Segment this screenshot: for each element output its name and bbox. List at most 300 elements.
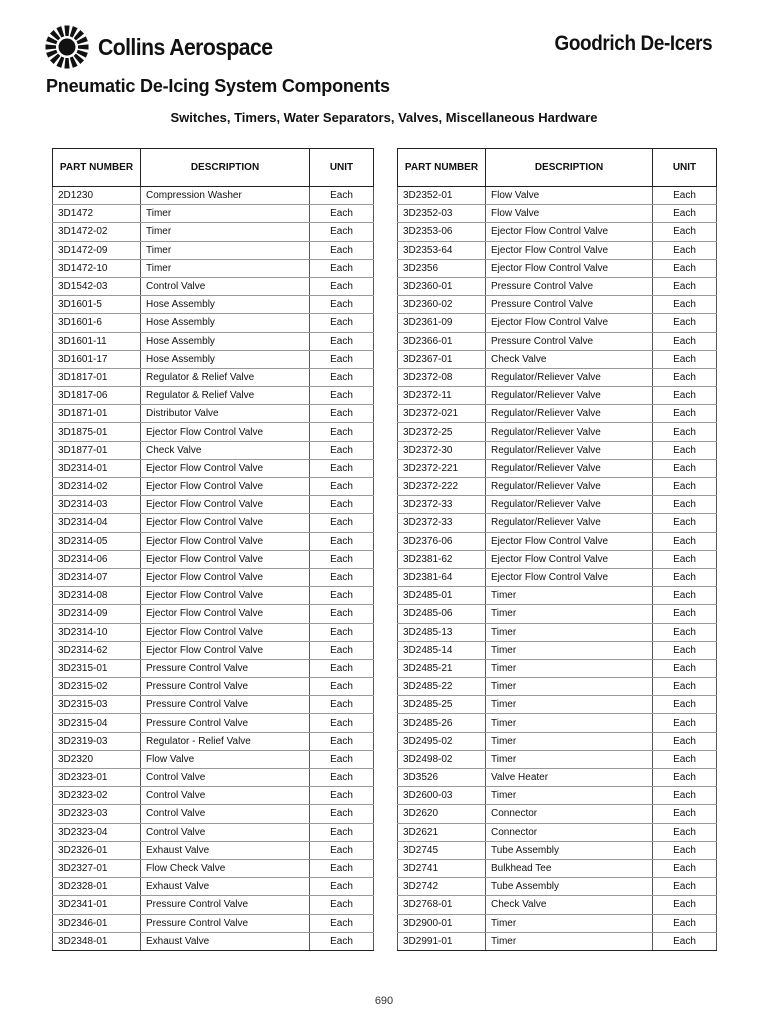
division-name: Goodrich De-Icers bbox=[554, 32, 712, 55]
description-cell: Ejector Flow Control Valve bbox=[141, 423, 310, 441]
description-cell: Timer bbox=[141, 205, 310, 223]
table-row bbox=[53, 787, 374, 805]
description-cell: Timer bbox=[486, 623, 653, 641]
unit-cell: Each bbox=[310, 550, 374, 568]
unit-cell: Each bbox=[653, 896, 717, 914]
unit-cell: Each bbox=[653, 496, 717, 514]
parts-table-left bbox=[52, 148, 374, 951]
description-cell: Timer bbox=[486, 714, 653, 732]
description-cell: Connector bbox=[486, 823, 653, 841]
part-number-cell: 3D2314-10 bbox=[53, 623, 141, 641]
part-number-cell: 3D2315-02 bbox=[53, 678, 141, 696]
part-number-cell: 3D2314-02 bbox=[53, 478, 141, 496]
unit-cell: Each bbox=[310, 441, 374, 459]
part-number-cell: 3D2372-33 bbox=[398, 514, 486, 532]
table-row bbox=[398, 659, 717, 677]
table-row bbox=[398, 223, 717, 241]
unit-cell: Each bbox=[653, 623, 717, 641]
part-number-cell: 3D2485-25 bbox=[398, 696, 486, 714]
table-row bbox=[53, 205, 374, 223]
table-row bbox=[53, 459, 374, 477]
table-row bbox=[398, 878, 717, 896]
part-number-cell: 3D2600-03 bbox=[398, 787, 486, 805]
unit-cell: Each bbox=[310, 187, 374, 205]
description-cell: Pressure Control Valve bbox=[486, 296, 653, 314]
table-row bbox=[398, 496, 717, 514]
unit-cell: Each bbox=[653, 350, 717, 368]
table-row bbox=[53, 332, 374, 350]
unit-cell: Each bbox=[310, 205, 374, 223]
unit-cell: Each bbox=[653, 241, 717, 259]
unit-cell: Each bbox=[653, 423, 717, 441]
description-cell: Bulkhead Tee bbox=[486, 859, 653, 877]
table-row bbox=[398, 750, 717, 768]
part-number-cell: 3D1601-6 bbox=[53, 314, 141, 332]
part-number-cell: 3D2315-04 bbox=[53, 714, 141, 732]
part-number-cell: 3D2768-01 bbox=[398, 896, 486, 914]
part-number-cell: 3D2485-13 bbox=[398, 623, 486, 641]
table-row bbox=[53, 732, 374, 750]
table-row bbox=[53, 187, 374, 205]
part-number-cell: 3D2323-03 bbox=[53, 805, 141, 823]
description-cell: Ejector Flow Control Valve bbox=[141, 459, 310, 477]
part-number-cell: 3D2372-30 bbox=[398, 441, 486, 459]
unit-cell: Each bbox=[310, 787, 374, 805]
unit-cell: Each bbox=[653, 641, 717, 659]
description-cell: Tube Assembly bbox=[486, 841, 653, 859]
description-cell: Regulator/Reliever Valve bbox=[486, 514, 653, 532]
description-cell: Hose Assembly bbox=[141, 314, 310, 332]
table-row bbox=[53, 805, 374, 823]
unit-cell: Each bbox=[310, 314, 374, 332]
description-cell: Timer bbox=[486, 914, 653, 932]
description-cell: Timer bbox=[486, 641, 653, 659]
description-cell: Ejector Flow Control Valve bbox=[141, 532, 310, 550]
unit-cell: Each bbox=[310, 914, 374, 932]
part-number-cell: 3D1542-03 bbox=[53, 277, 141, 295]
table-row bbox=[53, 532, 374, 550]
part-number-cell: 3D2314-09 bbox=[53, 605, 141, 623]
part-number-cell: 3D2314-07 bbox=[53, 568, 141, 586]
description-cell: Ejector Flow Control Valve bbox=[486, 241, 653, 259]
unit-cell: Each bbox=[310, 696, 374, 714]
unit-cell: Each bbox=[653, 332, 717, 350]
description-cell: Tube Assembly bbox=[486, 878, 653, 896]
part-number-cell: 3D2360-02 bbox=[398, 296, 486, 314]
unit-cell: Each bbox=[653, 859, 717, 877]
table-row bbox=[53, 605, 374, 623]
description-cell: Timer bbox=[141, 223, 310, 241]
table-row bbox=[398, 823, 717, 841]
description-cell: Regulator - Relief Valve bbox=[141, 732, 310, 750]
table-row bbox=[53, 223, 374, 241]
unit-cell: Each bbox=[653, 296, 717, 314]
table-row bbox=[398, 405, 717, 423]
table-row bbox=[53, 750, 374, 768]
unit-cell: Each bbox=[310, 459, 374, 477]
description-cell: Ejector Flow Control Valve bbox=[486, 568, 653, 586]
unit-cell: Each bbox=[310, 769, 374, 787]
unit-cell: Each bbox=[310, 623, 374, 641]
part-number-cell: 3D2320 bbox=[53, 750, 141, 768]
unit-cell: Each bbox=[310, 514, 374, 532]
description-cell: Ejector Flow Control Valve bbox=[141, 550, 310, 568]
description-cell: Pressure Control Valve bbox=[141, 696, 310, 714]
part-number-cell: 3D2372-021 bbox=[398, 405, 486, 423]
unit-cell: Each bbox=[310, 478, 374, 496]
description-cell: Exhaust Valve bbox=[141, 878, 310, 896]
description-cell: Control Valve bbox=[141, 805, 310, 823]
description-cell: Pressure Control Valve bbox=[141, 914, 310, 932]
part-number-cell: 2D1230 bbox=[53, 187, 141, 205]
part-number-cell: 3D2485-06 bbox=[398, 605, 486, 623]
table-row bbox=[53, 769, 374, 787]
part-number-cell: 3D2372-33 bbox=[398, 496, 486, 514]
table-row bbox=[53, 368, 374, 386]
part-number-cell: 3D2314-62 bbox=[53, 641, 141, 659]
unit-cell: Each bbox=[310, 332, 374, 350]
description-cell: Ejector Flow Control Valve bbox=[141, 514, 310, 532]
description-cell: Exhaust Valve bbox=[141, 932, 310, 950]
part-number-cell: 3D2620 bbox=[398, 805, 486, 823]
unit-cell: Each bbox=[310, 532, 374, 550]
column-header-part-number: PART NUMBER bbox=[398, 149, 486, 187]
table-row bbox=[398, 769, 717, 787]
unit-cell: Each bbox=[310, 296, 374, 314]
part-number-cell: 3D2485-21 bbox=[398, 659, 486, 677]
unit-cell: Each bbox=[310, 496, 374, 514]
part-number-cell: 3D2361-09 bbox=[398, 314, 486, 332]
description-cell: Control Valve bbox=[141, 769, 310, 787]
part-number-cell: 3D1601-5 bbox=[53, 296, 141, 314]
unit-cell: Each bbox=[310, 859, 374, 877]
part-number-cell: 3D2328-01 bbox=[53, 878, 141, 896]
part-number-cell: 3D1817-01 bbox=[53, 368, 141, 386]
description-cell: Regulator/Reliever Valve bbox=[486, 405, 653, 423]
table-row bbox=[398, 859, 717, 877]
unit-cell: Each bbox=[310, 241, 374, 259]
part-number-cell: 3D1601-11 bbox=[53, 332, 141, 350]
table-row bbox=[398, 568, 717, 586]
unit-cell: Each bbox=[653, 932, 717, 950]
collins-aerospace-logo-icon bbox=[44, 24, 90, 70]
part-number-cell: 3D2360-01 bbox=[398, 277, 486, 295]
part-number-cell: 3D2356 bbox=[398, 259, 486, 277]
table-row bbox=[53, 423, 374, 441]
part-number-cell: 3D2367-01 bbox=[398, 350, 486, 368]
part-number-cell: 3D2341-01 bbox=[53, 896, 141, 914]
unit-cell: Each bbox=[310, 259, 374, 277]
part-number-cell: 3D2314-06 bbox=[53, 550, 141, 568]
description-cell: Pressure Control Valve bbox=[486, 277, 653, 295]
table-row bbox=[53, 514, 374, 532]
part-number-cell: 3D2485-01 bbox=[398, 587, 486, 605]
table-row bbox=[53, 241, 374, 259]
table-row bbox=[53, 387, 374, 405]
parts-table-right bbox=[397, 148, 717, 951]
description-cell: Flow Check Valve bbox=[141, 859, 310, 877]
unit-cell: Each bbox=[310, 714, 374, 732]
page-number: 690 bbox=[374, 995, 394, 1007]
page-title: Pneumatic De-Icing System Components bbox=[46, 76, 390, 96]
unit-cell: Each bbox=[653, 405, 717, 423]
table-row bbox=[398, 841, 717, 859]
part-number-cell: 3D2348-01 bbox=[53, 932, 141, 950]
part-number-cell: 3D2352-03 bbox=[398, 205, 486, 223]
description-cell: Regulator & Relief Valve bbox=[141, 387, 310, 405]
table-row bbox=[53, 405, 374, 423]
table-row bbox=[398, 714, 717, 732]
part-number-cell: 3D2314-04 bbox=[53, 514, 141, 532]
description-cell: Regulator/Reliever Valve bbox=[486, 368, 653, 386]
description-cell: Check Valve bbox=[141, 441, 310, 459]
table-row bbox=[398, 587, 717, 605]
unit-cell: Each bbox=[653, 750, 717, 768]
description-cell: Exhaust Valve bbox=[141, 841, 310, 859]
unit-cell: Each bbox=[653, 714, 717, 732]
table-row bbox=[53, 259, 374, 277]
unit-cell: Each bbox=[653, 823, 717, 841]
brand-name: Collins Aerospace bbox=[98, 33, 273, 60]
description-cell: Flow Valve bbox=[141, 750, 310, 768]
unit-cell: Each bbox=[653, 259, 717, 277]
description-cell: Timer bbox=[486, 605, 653, 623]
unit-cell: Each bbox=[310, 878, 374, 896]
unit-cell: Each bbox=[653, 223, 717, 241]
table-row bbox=[53, 568, 374, 586]
part-number-cell: 3D2372-222 bbox=[398, 478, 486, 496]
description-cell: Flow Valve bbox=[486, 187, 653, 205]
unit-cell: Each bbox=[310, 841, 374, 859]
description-cell: Timer bbox=[486, 932, 653, 950]
part-number-cell: 3D2372-08 bbox=[398, 368, 486, 386]
unit-cell: Each bbox=[653, 368, 717, 386]
unit-cell: Each bbox=[310, 605, 374, 623]
description-cell: Regulator/Reliever Valve bbox=[486, 423, 653, 441]
table-row bbox=[53, 641, 374, 659]
column-header-description: DESCRIPTION bbox=[141, 149, 310, 187]
unit-cell: Each bbox=[310, 587, 374, 605]
description-cell: Control Valve bbox=[141, 823, 310, 841]
part-number-cell: 3D2315-01 bbox=[53, 659, 141, 677]
description-cell: Ejector Flow Control Valve bbox=[141, 605, 310, 623]
unit-cell: Each bbox=[310, 368, 374, 386]
description-cell: Timer bbox=[141, 241, 310, 259]
part-number-cell: 3D2372-11 bbox=[398, 387, 486, 405]
table-row bbox=[398, 314, 717, 332]
unit-cell: Each bbox=[653, 878, 717, 896]
table-row bbox=[53, 696, 374, 714]
table-row bbox=[398, 805, 717, 823]
description-cell: Hose Assembly bbox=[141, 350, 310, 368]
unit-cell: Each bbox=[653, 550, 717, 568]
table-row bbox=[53, 587, 374, 605]
part-number-cell: 3D2314-05 bbox=[53, 532, 141, 550]
description-cell: Ejector Flow Control Valve bbox=[486, 314, 653, 332]
table-row bbox=[53, 678, 374, 696]
table-row bbox=[398, 277, 717, 295]
part-number-cell: 3D1472-09 bbox=[53, 241, 141, 259]
table-row bbox=[53, 496, 374, 514]
part-number-cell: 3D2314-08 bbox=[53, 587, 141, 605]
part-number-cell: 3D2346-01 bbox=[53, 914, 141, 932]
description-cell: Control Valve bbox=[141, 277, 310, 295]
unit-cell: Each bbox=[653, 678, 717, 696]
part-number-cell: 3D2381-62 bbox=[398, 550, 486, 568]
table-row bbox=[398, 696, 717, 714]
part-number-cell: 3D2314-01 bbox=[53, 459, 141, 477]
description-cell: Ejector Flow Control Valve bbox=[486, 259, 653, 277]
unit-cell: Each bbox=[653, 205, 717, 223]
unit-cell: Each bbox=[310, 896, 374, 914]
description-cell: Timer bbox=[486, 587, 653, 605]
table-header-row bbox=[53, 149, 374, 187]
description-cell: Timer bbox=[486, 750, 653, 768]
column-header-part-number: PART NUMBER bbox=[53, 149, 141, 187]
table-row bbox=[398, 296, 717, 314]
table-row bbox=[398, 423, 717, 441]
description-cell: Regulator & Relief Valve bbox=[141, 368, 310, 386]
description-cell: Pressure Control Valve bbox=[141, 896, 310, 914]
unit-cell: Each bbox=[653, 914, 717, 932]
unit-cell: Each bbox=[653, 587, 717, 605]
description-cell: Distributor Valve bbox=[141, 405, 310, 423]
description-cell: Timer bbox=[486, 659, 653, 677]
description-cell: Ejector Flow Control Valve bbox=[486, 550, 653, 568]
unit-cell: Each bbox=[310, 805, 374, 823]
unit-cell: Each bbox=[653, 841, 717, 859]
column-header-unit: UNIT bbox=[310, 149, 374, 187]
part-number-cell: 3D1601-17 bbox=[53, 350, 141, 368]
table-row bbox=[53, 714, 374, 732]
description-cell: Flow Valve bbox=[486, 205, 653, 223]
description-cell: Regulator/Reliever Valve bbox=[486, 459, 653, 477]
table-row bbox=[398, 514, 717, 532]
unit-cell: Each bbox=[653, 787, 717, 805]
unit-cell: Each bbox=[653, 187, 717, 205]
table-row bbox=[398, 241, 717, 259]
part-number-cell: 3D2323-04 bbox=[53, 823, 141, 841]
part-number-cell: 3D2326-01 bbox=[53, 841, 141, 859]
description-cell: Timer bbox=[486, 732, 653, 750]
unit-cell: Each bbox=[310, 223, 374, 241]
unit-cell: Each bbox=[653, 277, 717, 295]
unit-cell: Each bbox=[653, 805, 717, 823]
table-row bbox=[398, 387, 717, 405]
table-row bbox=[398, 787, 717, 805]
part-number-cell: 3D2327-01 bbox=[53, 859, 141, 877]
table-row bbox=[53, 859, 374, 877]
unit-cell: Each bbox=[653, 659, 717, 677]
table-row bbox=[53, 878, 374, 896]
description-cell: Timer bbox=[486, 696, 653, 714]
unit-cell: Each bbox=[310, 350, 374, 368]
unit-cell: Each bbox=[310, 659, 374, 677]
description-cell: Regulator/Reliever Valve bbox=[486, 496, 653, 514]
part-number-cell: 3D1871-01 bbox=[53, 405, 141, 423]
part-number-cell: 3D2319-03 bbox=[53, 732, 141, 750]
part-number-cell: 3D3526 bbox=[398, 769, 486, 787]
part-number-cell: 3D2741 bbox=[398, 859, 486, 877]
unit-cell: Each bbox=[310, 678, 374, 696]
unit-cell: Each bbox=[310, 387, 374, 405]
unit-cell: Each bbox=[310, 932, 374, 950]
unit-cell: Each bbox=[653, 532, 717, 550]
unit-cell: Each bbox=[310, 823, 374, 841]
part-number-cell: 3D2353-06 bbox=[398, 223, 486, 241]
description-cell: Valve Heater bbox=[486, 769, 653, 787]
table-row bbox=[53, 478, 374, 496]
unit-cell: Each bbox=[653, 459, 717, 477]
description-cell: Pressure Control Valve bbox=[141, 714, 310, 732]
unit-cell: Each bbox=[653, 441, 717, 459]
description-cell: Ejector Flow Control Valve bbox=[141, 623, 310, 641]
table-row bbox=[398, 478, 717, 496]
unit-cell: Each bbox=[310, 277, 374, 295]
description-cell: Check Valve bbox=[486, 350, 653, 368]
part-number-cell: 3D2353-64 bbox=[398, 241, 486, 259]
part-number-cell: 3D2323-02 bbox=[53, 787, 141, 805]
description-cell: Compression Washer bbox=[141, 187, 310, 205]
part-number-cell: 3D2485-14 bbox=[398, 641, 486, 659]
table-row bbox=[53, 823, 374, 841]
table-row bbox=[398, 532, 717, 550]
description-cell: Control Valve bbox=[141, 787, 310, 805]
unit-cell: Each bbox=[653, 732, 717, 750]
table-row bbox=[398, 641, 717, 659]
part-number-cell: 3D2366-01 bbox=[398, 332, 486, 350]
part-number-cell: 3D2495-02 bbox=[398, 732, 486, 750]
unit-cell: Each bbox=[653, 769, 717, 787]
part-number-cell: 3D1877-01 bbox=[53, 441, 141, 459]
part-number-cell: 3D2498-02 bbox=[398, 750, 486, 768]
part-number-cell: 3D2991-01 bbox=[398, 932, 486, 950]
table-row bbox=[398, 896, 717, 914]
description-cell: Timer bbox=[141, 259, 310, 277]
table-row bbox=[53, 841, 374, 859]
page-subtitle: Switches, Timers, Water Separators, Valves, Miscellaneous Hardware bbox=[170, 110, 598, 125]
unit-cell: Each bbox=[310, 568, 374, 586]
brand-logo bbox=[44, 24, 288, 70]
description-cell: Pressure Control Valve bbox=[486, 332, 653, 350]
table-row bbox=[53, 623, 374, 641]
part-number-cell: 3D2485-26 bbox=[398, 714, 486, 732]
part-number-cell: 3D1875-01 bbox=[53, 423, 141, 441]
table-row bbox=[398, 678, 717, 696]
column-header-unit: UNIT bbox=[653, 149, 717, 187]
table-row bbox=[53, 314, 374, 332]
page-header bbox=[0, 0, 768, 70]
part-number-cell: 3D2323-01 bbox=[53, 769, 141, 787]
unit-cell: Each bbox=[653, 387, 717, 405]
unit-cell: Each bbox=[653, 696, 717, 714]
table-row bbox=[398, 441, 717, 459]
description-cell: Ejector Flow Control Valve bbox=[141, 478, 310, 496]
description-cell: Timer bbox=[486, 787, 653, 805]
table-row bbox=[398, 550, 717, 568]
table-row bbox=[53, 277, 374, 295]
description-cell: Ejector Flow Control Valve bbox=[141, 568, 310, 586]
table-row bbox=[53, 441, 374, 459]
description-cell: Connector bbox=[486, 805, 653, 823]
part-number-cell: 3D2900-01 bbox=[398, 914, 486, 932]
unit-cell: Each bbox=[310, 732, 374, 750]
part-number-cell: 3D2485-22 bbox=[398, 678, 486, 696]
table-row bbox=[53, 350, 374, 368]
table-header-row bbox=[398, 149, 717, 187]
part-number-cell: 3D1472-10 bbox=[53, 259, 141, 277]
description-cell: Hose Assembly bbox=[141, 332, 310, 350]
